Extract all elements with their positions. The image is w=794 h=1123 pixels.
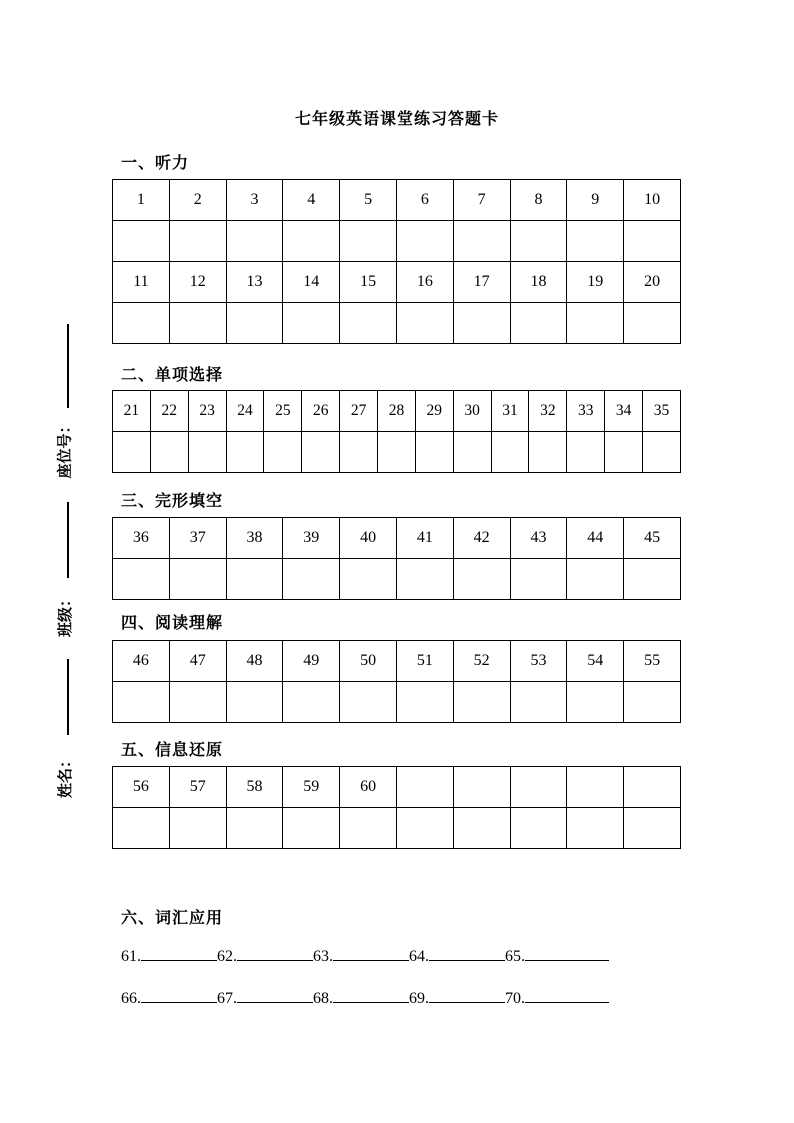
seat-line <box>67 324 69 408</box>
question-number: 21 <box>113 391 151 432</box>
answer-cell[interactable] <box>510 303 567 344</box>
question-number: 35 <box>643 391 681 432</box>
blank-number: 63. <box>313 948 333 965</box>
question-number: 22 <box>150 391 188 432</box>
section-title-info-restore: 五、信息还原 <box>121 740 224 759</box>
table-row <box>113 180 681 221</box>
answer-cell[interactable] <box>529 432 567 473</box>
question-number: 15 <box>340 262 397 303</box>
answer-cell[interactable] <box>624 808 681 849</box>
question-number: 38 <box>226 518 283 559</box>
question-number: 7 <box>453 180 510 221</box>
question-number: 52 <box>453 641 510 682</box>
answer-cell[interactable] <box>150 432 188 473</box>
answer-cell[interactable] <box>624 682 681 723</box>
answer-cell[interactable] <box>624 221 681 262</box>
question-number: 24 <box>226 391 264 432</box>
answer-blank[interactable] <box>237 988 313 1003</box>
info-restore-table <box>112 766 681 849</box>
question-number: 17 <box>453 262 510 303</box>
answer-cell[interactable] <box>567 221 624 262</box>
question-number: 25 <box>264 391 302 432</box>
answer-cell[interactable] <box>453 303 510 344</box>
question-number: 8 <box>510 180 567 221</box>
answer-blank[interactable] <box>333 988 409 1003</box>
question-number <box>510 767 567 808</box>
section-title-listening: 一、听力 <box>121 153 190 172</box>
blank-number: 70. <box>505 990 525 1007</box>
answer-cell[interactable] <box>396 303 453 344</box>
question-number: 36 <box>113 518 170 559</box>
answer-cell[interactable] <box>396 559 453 600</box>
table-row <box>113 641 681 682</box>
question-number: 37 <box>169 518 226 559</box>
answer-blank[interactable] <box>525 946 609 961</box>
question-number: 6 <box>396 180 453 221</box>
answer-cell[interactable] <box>226 559 283 600</box>
answer-cell[interactable] <box>378 432 416 473</box>
answer-cell[interactable] <box>226 432 264 473</box>
answer-cell[interactable] <box>453 559 510 600</box>
answer-cell[interactable] <box>567 303 624 344</box>
question-number: 27 <box>340 391 378 432</box>
question-number: 48 <box>226 641 283 682</box>
question-number: 26 <box>302 391 340 432</box>
answer-cell[interactable] <box>169 808 226 849</box>
question-number <box>624 767 681 808</box>
question-number: 29 <box>415 391 453 432</box>
question-number: 4 <box>283 180 340 221</box>
answer-cell[interactable] <box>340 682 397 723</box>
question-number: 51 <box>396 641 453 682</box>
question-number: 34 <box>605 391 643 432</box>
vocab-row-2 <box>121 988 609 1008</box>
question-number: 47 <box>169 641 226 682</box>
question-number: 16 <box>396 262 453 303</box>
question-number: 49 <box>283 641 340 682</box>
answer-cell[interactable] <box>264 432 302 473</box>
blank-number: 62. <box>217 948 237 965</box>
answer-cell[interactable] <box>624 559 681 600</box>
answer-cell[interactable] <box>340 432 378 473</box>
answer-cell[interactable] <box>226 303 283 344</box>
vocab-row-1 <box>121 946 609 966</box>
blank-number: 66. <box>121 990 141 1007</box>
answer-cell[interactable] <box>226 808 283 849</box>
table-row <box>113 518 681 559</box>
answer-cell[interactable] <box>453 808 510 849</box>
answer-row <box>113 432 681 473</box>
question-number <box>567 767 624 808</box>
answer-cell[interactable] <box>453 682 510 723</box>
question-number: 60 <box>340 767 397 808</box>
answer-blank[interactable] <box>141 988 217 1003</box>
answer-row <box>113 682 681 723</box>
answer-cell[interactable] <box>510 559 567 600</box>
section-title-cloze: 三、完形填空 <box>121 491 224 510</box>
table-row <box>113 262 681 303</box>
answer-cell[interactable] <box>453 221 510 262</box>
answer-cell[interactable] <box>567 808 624 849</box>
answer-cell[interactable] <box>567 432 605 473</box>
question-number: 44 <box>567 518 624 559</box>
blank-number: 68. <box>313 990 333 1007</box>
question-number: 32 <box>529 391 567 432</box>
class-label: 班级： <box>56 591 75 638</box>
answer-cell[interactable] <box>340 303 397 344</box>
question-number: 1 <box>113 180 170 221</box>
answer-blank[interactable] <box>429 946 505 961</box>
question-number: 53 <box>510 641 567 682</box>
question-number <box>453 767 510 808</box>
answer-blank[interactable] <box>237 946 313 961</box>
answer-cell[interactable] <box>510 808 567 849</box>
answer-cell[interactable] <box>643 432 681 473</box>
answer-cell[interactable] <box>226 221 283 262</box>
answer-cell[interactable] <box>113 808 170 849</box>
answer-cell[interactable] <box>283 808 340 849</box>
question-number: 59 <box>283 767 340 808</box>
answer-cell[interactable] <box>283 682 340 723</box>
cloze-table <box>112 517 681 600</box>
answer-cell[interactable] <box>624 303 681 344</box>
question-number: 14 <box>283 262 340 303</box>
question-number: 54 <box>567 641 624 682</box>
answer-cell[interactable] <box>605 432 643 473</box>
answer-cell[interactable] <box>226 682 283 723</box>
answer-cell[interactable] <box>113 303 170 344</box>
table-row <box>113 391 681 432</box>
answer-blank[interactable] <box>141 946 217 961</box>
reading-table <box>112 640 681 723</box>
section-title-reading: 四、阅读理解 <box>121 613 224 632</box>
answer-row <box>113 559 681 600</box>
question-number: 42 <box>453 518 510 559</box>
answer-cell[interactable] <box>453 432 491 473</box>
question-number: 23 <box>188 391 226 432</box>
question-number: 3 <box>226 180 283 221</box>
section-title-single-choice: 二、单项选择 <box>121 365 224 384</box>
question-number: 5 <box>340 180 397 221</box>
name-line <box>67 659 69 735</box>
section-title-vocabulary: 六、词汇应用 <box>121 908 224 927</box>
answer-cell[interactable] <box>340 559 397 600</box>
answer-cell[interactable] <box>340 808 397 849</box>
question-number: 41 <box>396 518 453 559</box>
answer-cell[interactable] <box>113 682 170 723</box>
question-number: 30 <box>453 391 491 432</box>
answer-cell[interactable] <box>340 221 397 262</box>
question-number: 11 <box>113 262 170 303</box>
answer-blank[interactable] <box>429 988 505 1003</box>
question-number: 57 <box>169 767 226 808</box>
question-number: 50 <box>340 641 397 682</box>
answer-cell[interactable] <box>169 682 226 723</box>
answer-cell[interactable] <box>113 221 170 262</box>
answer-cell[interactable] <box>113 432 151 473</box>
answer-row <box>113 221 681 262</box>
blank-number: 61. <box>121 948 141 965</box>
answer-cell[interactable] <box>567 682 624 723</box>
question-number: 45 <box>624 518 681 559</box>
answer-blank[interactable] <box>525 988 609 1003</box>
blank-number: 69. <box>409 990 429 1007</box>
blank-number: 65. <box>505 948 525 965</box>
seat-label: 座位号： <box>55 418 74 479</box>
answer-cell[interactable] <box>491 432 529 473</box>
question-number: 33 <box>567 391 605 432</box>
question-number: 13 <box>226 262 283 303</box>
question-number: 28 <box>378 391 416 432</box>
question-number: 18 <box>510 262 567 303</box>
answer-cell[interactable] <box>169 221 226 262</box>
question-number: 20 <box>624 262 681 303</box>
question-number: 43 <box>510 518 567 559</box>
answer-cell[interactable] <box>396 682 453 723</box>
answer-cell[interactable] <box>396 221 453 262</box>
answer-row <box>113 303 681 344</box>
answer-cell[interactable] <box>567 559 624 600</box>
blank-number: 64. <box>409 948 429 965</box>
answer-cell[interactable] <box>169 303 226 344</box>
answer-cell[interactable] <box>188 432 226 473</box>
question-number: 19 <box>567 262 624 303</box>
answer-cell[interactable] <box>415 432 453 473</box>
answer-cell[interactable] <box>283 303 340 344</box>
question-number: 40 <box>340 518 397 559</box>
question-number: 10 <box>624 180 681 221</box>
name-label: 姓名： <box>56 752 75 799</box>
class-line <box>67 502 69 578</box>
answer-cell[interactable] <box>169 559 226 600</box>
question-number: 2 <box>169 180 226 221</box>
answer-cell[interactable] <box>510 221 567 262</box>
single-choice-table <box>112 390 681 473</box>
question-number: 56 <box>113 767 170 808</box>
question-number: 58 <box>226 767 283 808</box>
answer-cell[interactable] <box>283 221 340 262</box>
blank-number: 67. <box>217 990 237 1007</box>
question-number: 12 <box>169 262 226 303</box>
answer-cell[interactable] <box>396 808 453 849</box>
question-number <box>396 767 453 808</box>
question-number: 39 <box>283 518 340 559</box>
question-number: 31 <box>491 391 529 432</box>
answer-cell[interactable] <box>113 559 170 600</box>
table-row <box>113 767 681 808</box>
answer-cell[interactable] <box>283 559 340 600</box>
question-number: 46 <box>113 641 170 682</box>
answer-cell[interactable] <box>302 432 340 473</box>
answer-blank[interactable] <box>333 946 409 961</box>
answer-cell[interactable] <box>510 682 567 723</box>
page-title: 七年级英语课堂练习答题卡 <box>294 109 499 128</box>
question-number: 9 <box>567 180 624 221</box>
answer-row <box>113 808 681 849</box>
listening-table <box>112 179 681 344</box>
question-number: 55 <box>624 641 681 682</box>
